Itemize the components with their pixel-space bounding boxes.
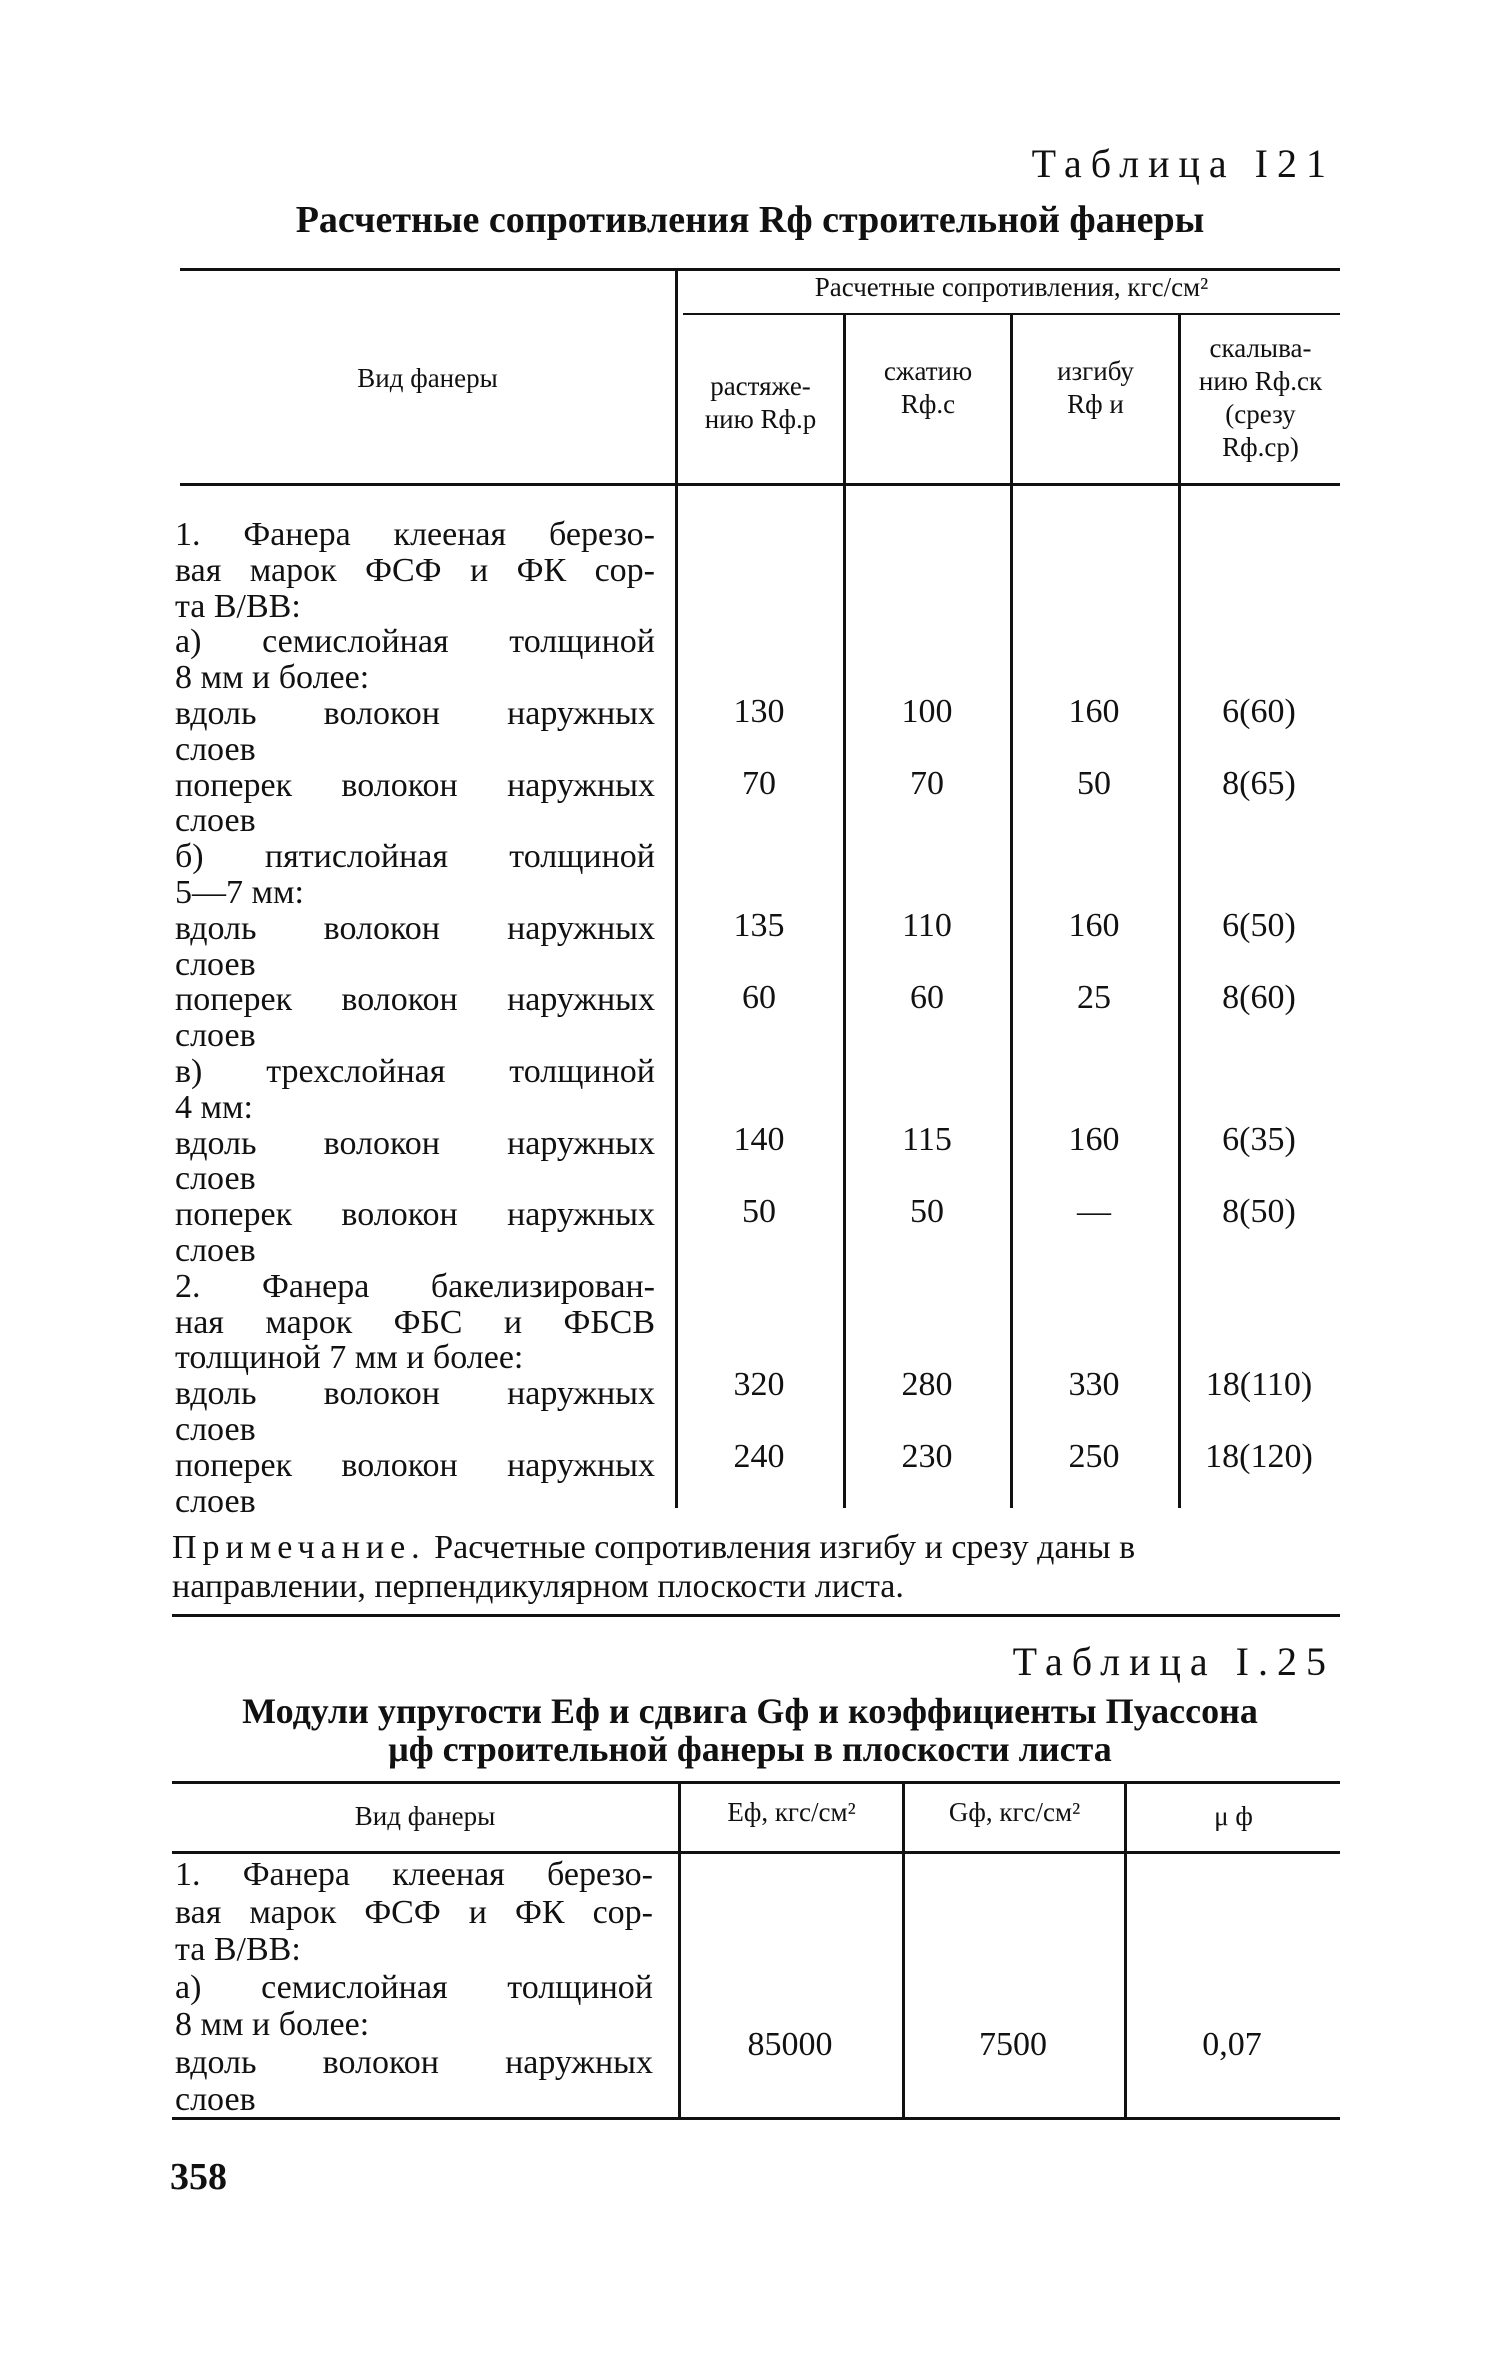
header-tension: растяже- нию Rф.р (704, 371, 817, 434)
table-cell: 6(50) (1222, 907, 1296, 944)
row-label-line: в) трехслойная толщиной (175, 1053, 655, 1090)
table-note (172, 1528, 1332, 1606)
table-cell: 7500 (979, 2026, 1047, 2063)
row-label-line: ная марок ФБС и ФБСВ (175, 1303, 655, 1341)
header-shear: скалыва- нию Rф.ск (срезу Rф.ср) (1198, 333, 1323, 462)
table-cell: 60 (910, 979, 944, 1016)
row-label-line: вая марок ФСФ и ФК сор- (175, 551, 655, 589)
row-label-line: вдоль волокон наружных (175, 1375, 655, 1413)
header-poisson: μ ф (1214, 1801, 1253, 1831)
table-cell: 320 (733, 1366, 785, 1403)
table-cell: 18(110) (1205, 1366, 1313, 1403)
row-label-line: слоев (175, 1482, 256, 1520)
col-divider (843, 315, 846, 1508)
col-divider (902, 1781, 905, 2117)
header-kind: Вид фанеры (357, 363, 498, 393)
table-cell: 50 (910, 1193, 944, 1230)
col-divider (675, 268, 678, 1508)
row-label-line: слоев (175, 1017, 256, 1055)
header-bottom-rule (172, 1851, 1340, 1854)
col-divider (1010, 315, 1013, 1508)
row-label-line: слоев (175, 1411, 256, 1448)
table-cell: 60 (742, 979, 776, 1016)
row-label-line: слоев (175, 1160, 256, 1198)
table-cell: 160 (1068, 693, 1120, 730)
row-label-line: 4 мм: (175, 1088, 253, 1126)
row-label-line: 1. Фанера клееная березо- (175, 1856, 653, 1893)
table-cell: 140 (733, 1121, 785, 1158)
table-cell: 135 (733, 907, 785, 944)
table-cell: 0,07 (1202, 2026, 1262, 2063)
table-title: Расчетные сопротивления Rф строительной фанеры (295, 199, 1205, 241)
row-label-line: толщиной 7 мм и более: (175, 1339, 524, 1377)
table-cell: 25 (1077, 979, 1111, 1016)
note-label: Примечание. (172, 1529, 426, 1566)
row-label-line: поперек волокон наружных (175, 981, 655, 1019)
header-kind: Вид фанеры (354, 1801, 496, 1831)
col-divider (678, 1781, 681, 2117)
row-label-line: поперек волокон наружных (175, 1196, 655, 1234)
page-number: 358 (170, 2156, 227, 2198)
note-text: Расчетные сопротивления изгибу и срезу даны в направлении, перпендикулярном плоскости листа. (172, 1529, 1136, 1605)
table-cell: 330 (1068, 1366, 1120, 1403)
header-group: Расчетные сопротивления, кгс/см² (814, 272, 1209, 302)
table-cell: 8(60) (1222, 979, 1296, 1016)
note-rule (172, 1614, 1340, 1617)
row-label-line: 8 мм и более: (175, 659, 370, 697)
row-label-line: слоев (175, 802, 256, 840)
row-label-line: 2. Фанера бакелизирован- (175, 1267, 655, 1305)
table-cell: 100 (901, 693, 953, 730)
row-label-line: вдоль волокон наружных (175, 909, 655, 947)
row-label-line: поперек волокон наружных (175, 766, 655, 804)
table-cell: 70 (910, 765, 944, 802)
row-label-line: слоев (175, 2081, 256, 2118)
table-cell: 70 (742, 765, 776, 802)
table-cell: 240 (733, 1438, 785, 1475)
table-cell: 50 (742, 1193, 776, 1230)
table-cell: 115 (902, 1121, 952, 1158)
table-cell: 130 (733, 693, 785, 730)
row-label-line: вдоль волокон наружных (175, 2043, 653, 2081)
row-label-line: 1. Фанера клееная березо- (175, 516, 655, 553)
header-e-modulus: Eф, кгс/см² (727, 1797, 856, 1827)
table-cell: 250 (1068, 1438, 1120, 1475)
row-label-line: вая марок ФСФ и ФК сор- (175, 1893, 653, 1931)
table-cell: 18(120) (1205, 1438, 1313, 1475)
table-cell: 85000 (747, 2026, 833, 2063)
table-cell: 8(65) (1222, 765, 1296, 802)
row-label-line: поперек волокон наружных (175, 1446, 655, 1484)
row-label-line: б) пятислойная толщиной (175, 838, 655, 876)
row-label-line: 8 мм и более: (175, 2006, 370, 2043)
row-label-line: та В/ВВ: (175, 1931, 301, 1968)
table-title: Модули упругости Eф и сдвига Gф и коэффициенты Пуассона μф строительной фанеры в плоскости листа (242, 1691, 1258, 1769)
table-cell: 110 (902, 907, 952, 944)
row-label-line: 5—7 мм: (175, 874, 304, 911)
table-cell: 160 (1068, 907, 1120, 944)
table-number: Таблица І.25 (1012, 1639, 1335, 1684)
table-top-rule (172, 1781, 1340, 1784)
header-bottom-rule (180, 483, 1340, 486)
header-compression: сжатию Rф.с (883, 356, 973, 419)
row-label-line: слоев (175, 945, 256, 983)
row-label-line: та В/ВВ: (175, 587, 301, 625)
table-cell: — (1077, 1193, 1111, 1230)
table-cell: 230 (901, 1438, 953, 1475)
row-label-line: вдоль волокон наружных (175, 695, 655, 732)
table-cell: 6(35) (1222, 1121, 1296, 1158)
table-cell: 280 (901, 1366, 953, 1403)
table-number: Таблица І21 (1031, 141, 1335, 186)
row-label-line: а) семислойная толщиной (175, 1968, 653, 2006)
header-bending: изгибу Rф и (1057, 356, 1134, 419)
table-cell: 50 (1077, 765, 1111, 802)
table-cell: 8(50) (1222, 1193, 1296, 1230)
header-g-modulus: Gф, кгс/см² (948, 1797, 1081, 1827)
row-label-line: слоев (175, 730, 256, 768)
row-label-line: а) семислойная толщиной (175, 623, 655, 661)
row-label-line: вдоль волокон наружных (175, 1124, 655, 1162)
table-cell: 6(60) (1222, 693, 1296, 730)
table-cell: 160 (1068, 1121, 1120, 1158)
row-label-line: слоев (175, 1232, 256, 1269)
